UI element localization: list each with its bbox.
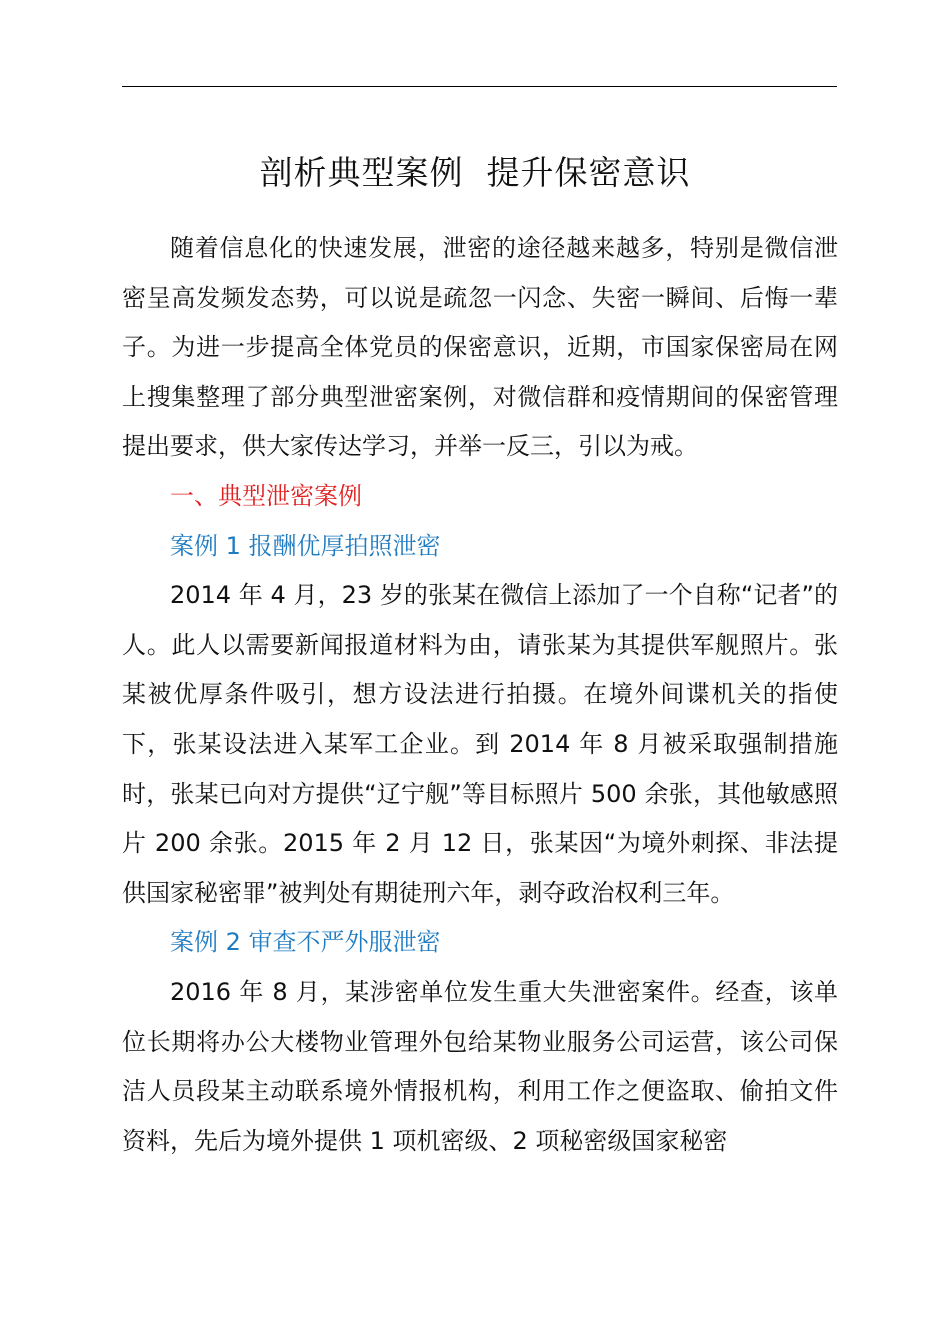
case-1-heading: 案例 1 报酬优厚拍照泄密 (170, 531, 441, 560)
case-1-paragraph: 2014 年 4 月，23 岁的张某在微信上添加了一个自称“记者”的人。此人以需要新闻报道材料为由，请张某为其提供军舰照片。张某被优厚条件吸引，想方设法进行拍摄。在境外间谍机关的指使下，张某设法进入某军工企业。到 2014 年 8 月被采取强制措施时，张某已向对方提供“辽宁舰”等目标照片 500 余张，其他敏感照片 200 余张。2015 年 2 月 12 日，张某因“为境外刺探、非法提供国家秘密罪”被判处有期徒刑六年，剥夺政治权利三年。 (122, 581, 838, 907)
section-heading-typical-cases: 一、典型泄密案例 (170, 481, 362, 510)
header-rule (122, 86, 837, 87)
page-title: 剖析典型案例 提升保密意识 (259, 153, 691, 192)
intro-paragraph: 随着信息化的快速发展，泄密的途径越来越多，特别是微信泄密呈高发频发态势，可以说是疏忽一闪念、失密一瞬间、后悔一辈子。为进一步提高全体党员的保密意识，近期，市国家保密局在网上搜集整理了部分典型泄密案例，对微信群和疫情期间的保密管理提出要求，供大家传达学习，并举一反三，引以为戒。 (122, 234, 838, 461)
case-2-paragraph: 2016 年 8 月，某涉密单位发生重大失泄密案件。经查，该单位长期将办公大楼物业管理外包给某物业服务公司运营，该公司保洁人员段某主动联系境外情报机构，利用工作之便盗取、偷拍文件资料，先后为境外提供 1 项机密级、2 项秘密级国家秘密 (122, 977, 838, 1155)
case-2-heading: 案例 2 审查不严外服泄密 (170, 928, 441, 957)
document-body (122, 224, 838, 1166)
